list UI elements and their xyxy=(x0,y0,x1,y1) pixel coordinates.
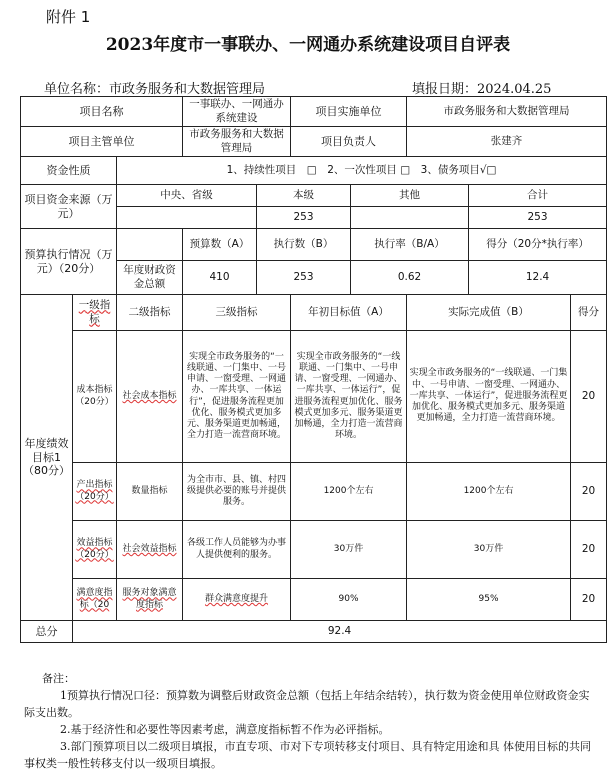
note-3: 3.部门预算项目以二级项目填报，市直专项、市对下专项转移支付项目、具有特定用途和具 体使用目标的共同事权类一般性转移支付以一级项目填报。 xyxy=(24,740,591,771)
perf-score: 20 xyxy=(571,579,607,621)
funding-header-local: 本级 xyxy=(257,185,351,207)
perf-l2: 社会成本指标 xyxy=(117,331,183,463)
table-row xyxy=(21,521,607,579)
perf-l3: 实现全市政务服务的“一线联通、一门集中、一号申请、一窗受理、一网通办、一库共享、一体运行”，促进服务流程更加优化、服务模式更加多元、服务渠道更加畅通，全力打造一流营商环境。 xyxy=(183,331,291,463)
perf-header-score: 得分 xyxy=(571,295,607,331)
budget-header-rate: 执行率（B/A） xyxy=(351,229,469,261)
funding-value-local: 253 xyxy=(257,207,351,229)
page-title: 2023年度市一事联办、一网通办系统建设项目自评表 xyxy=(105,35,511,55)
perf-l2: 社会效益指标 xyxy=(117,521,183,579)
notes-title: 备注： xyxy=(42,672,75,685)
perf-score: 20 xyxy=(571,521,607,579)
report-date: 填报日期：2024.04.25 xyxy=(412,82,552,97)
project-name-label: 项目名称 xyxy=(21,97,183,127)
perf-l3: 为全市市、县、镇、村四级提供必要的账号并提供服务。 xyxy=(183,463,291,521)
perf-l3: 群众满意度提升 xyxy=(183,579,291,621)
perf-actual: 95% xyxy=(407,579,571,621)
perf-l1: 产出指标（20分） xyxy=(73,463,117,521)
table-row xyxy=(21,463,607,521)
leader-value: 张建齐 xyxy=(407,127,607,157)
table-row xyxy=(21,579,607,621)
perf-l2: 服务对象满意度指标 xyxy=(117,579,183,621)
funding-value-total: 253 xyxy=(469,207,607,229)
funding-header-other: 其他 xyxy=(351,185,469,207)
perf-l1: 满意度指标（20 xyxy=(73,579,117,621)
project-name-value: 一事联办、一网通办系统建设 xyxy=(183,97,291,127)
perf-header-actual: 实际完成值（B） xyxy=(407,295,571,331)
budget-value-score: 12.4 xyxy=(469,261,607,295)
perf-l1: 效益指标（20分） xyxy=(73,521,117,579)
self-evaluation-table xyxy=(20,96,607,643)
budget-exec-label: 预算执行情况（万元）（20分） xyxy=(21,229,117,295)
impl-unit-label: 项目实施单位 xyxy=(291,97,407,127)
unit-name: 单位名称：市政务服务和大数据管理局 xyxy=(44,82,266,97)
mgr-unit-label: 项目主管单位 xyxy=(21,127,183,157)
perf-target: 30万件 xyxy=(291,521,407,579)
perf-actual: 1200个左右 xyxy=(407,463,571,521)
budget-value-b: 253 xyxy=(257,261,351,295)
perf-score: 20 xyxy=(571,463,607,521)
budget-header-b: 执行数（B） xyxy=(257,229,351,261)
perf-header-l2: 二级指标 xyxy=(117,295,183,331)
perf-l2: 数量指标 xyxy=(117,463,183,521)
budget-value-a: 410 xyxy=(183,261,257,295)
funding-header-total: 合计 xyxy=(469,185,607,207)
funding-value-other xyxy=(351,207,469,229)
perf-l1: 成本指标（20分） xyxy=(73,331,117,463)
perf-goal-label: 年度绩效目标1（80分） xyxy=(21,295,73,621)
perf-actual: 30万件 xyxy=(407,521,571,579)
perf-actual: 实现全市政务服务的“一线联通、一门集中、一号申请、一窗受理、一网通办、一库共享、一体运行”，促进服务流程更加优化、服务模式更加多元、服务渠道更加畅通，全力打造一流营商环境。 xyxy=(407,331,571,463)
total-score: 92.4 xyxy=(73,621,607,643)
perf-l3: 各级工作人员能够为办事人提供便利的服务。 xyxy=(183,521,291,579)
funding-value-central xyxy=(117,207,257,229)
budget-value-rate: 0.62 xyxy=(351,261,469,295)
fund-nature-value: 1、持续性项目 □ 2、一次性项目 □ 3、债务项目√□ xyxy=(117,157,607,185)
leader-label: 项目负责人 xyxy=(291,127,407,157)
budget-row-label: 年度财政资金总额 xyxy=(117,261,183,295)
note-2: 2.基于经济性和必要性等因素考虑，满意度指标暂不作为必评指标。 xyxy=(60,723,390,737)
perf-header-target: 年初目标值（A） xyxy=(291,295,407,331)
mgr-unit-value: 市政务服务和大数据管理局 xyxy=(183,127,291,157)
perf-target: 90% xyxy=(291,579,407,621)
perf-score: 20 xyxy=(571,331,607,463)
funding-source-label: 项目资金来源（万元） xyxy=(21,185,117,229)
perf-header-l3: 三级指标 xyxy=(183,295,291,331)
total-label: 总分 xyxy=(21,621,73,643)
table-row xyxy=(21,331,607,463)
note-1: 1预算执行情况口径：预算数为调整后财政资金总额（包括上年结余结转），执行数为资金使用单位财政资金实际支出数。 xyxy=(24,689,590,720)
budget-header-blank xyxy=(117,229,183,261)
fund-nature-label: 资金性质 xyxy=(21,157,117,185)
perf-target: 实现全市政务服务的“一线联通、一门集中、一号申请、一窗受理、一网通办、一库共享、一体运行”，促进服务流程更加优化、服务模式更加多元、服务渠道更加畅通，全力打造一流营商环境。 xyxy=(291,331,407,463)
notes-section xyxy=(24,670,594,772)
perf-header-l1: 一级指标 xyxy=(73,295,117,331)
attachment-label: 附件 1 xyxy=(46,8,91,26)
impl-unit-value: 市政务服务和大数据管理局 xyxy=(407,97,607,127)
funding-header-central: 中央、省级 xyxy=(117,185,257,207)
budget-header-score: 得分（20分*执行率） xyxy=(469,229,607,261)
budget-header-a: 预算数（A） xyxy=(183,229,257,261)
perf-target: 1200个左右 xyxy=(291,463,407,521)
